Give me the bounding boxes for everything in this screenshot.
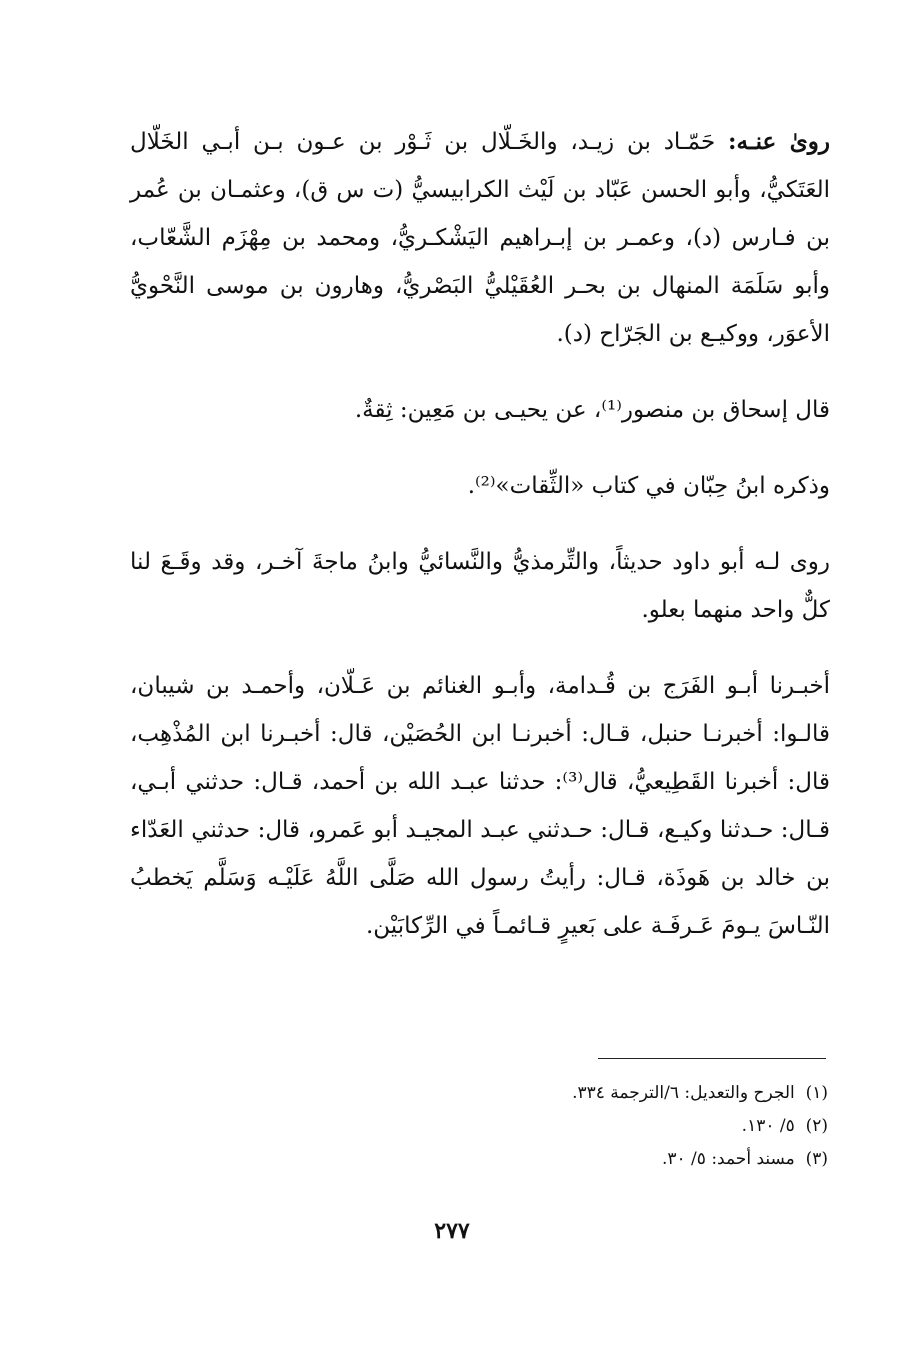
footnote-text: الجرح والتعديل: ٦/الترجمة ٣٣٤. xyxy=(572,1083,795,1103)
paragraph-lead: روىٰ عنـه: xyxy=(728,128,831,155)
paragraph-ibn-hibban xyxy=(130,462,830,510)
footnote-divider xyxy=(598,1058,826,1059)
paragraph-text: وذكره ابنُ حِبّان في كتاب «الثِّقات»⁽²⁾. xyxy=(467,473,830,499)
paragraph-narrated-by xyxy=(130,538,830,634)
footnote-item xyxy=(130,1077,828,1110)
footnote-number: (٣) xyxy=(805,1149,828,1169)
footnote-item xyxy=(130,1143,828,1176)
paragraph-text: أخبـرنا أبـو الفَرَج بن قُـدامة، وأبـو الغنائم بن عَـلّان، وأحمـد بن شيبان، قالـوا: أخبرنـا حنبل، قـال: أخبرنـا ابن الحُصَيْن، قال: أخبـرنا ابن المُذْهِب، قال: أخبرنا القَطِيعيُّ، قال⁽³⁾: حدثنا عبـد الله بن أحمد، قـال: حدثني أبـي، قـال: حـدثنا وكيـع، قـال: حـدثني عبـد المجيـد أبو عَمرو، قال: حدثني العَدّاء بن خالد بن هَوذَة، قـال: رأيتُ رسول الله صَلَّى اللَّهُ عَلَيْـه وَسَلَّم يَخطبُ النّـاسَ يـومَ عَـرفَـة على بَعيرٍ قـائمـاً في الرِّكابَيْن. xyxy=(130,673,830,939)
paragraph-ibn-maein xyxy=(130,386,830,434)
footnote-number: (١) xyxy=(805,1083,828,1103)
footnote-text: مسند أحمد: ٥/ ٣٠. xyxy=(661,1149,795,1169)
paragraph-text: قال إسحاق بن منصور⁽¹⁾، عن يحيـى بن مَعِين: ثِقةٌ. xyxy=(354,397,830,423)
main-text xyxy=(130,118,830,950)
footnote-text: ٥/ ١٣٠. xyxy=(741,1116,795,1136)
footnote-number: (٢) xyxy=(805,1116,828,1136)
page-number: ٢٧٧ xyxy=(434,1218,470,1244)
paragraph-narrators xyxy=(130,118,830,358)
footnote-item xyxy=(130,1110,828,1143)
paragraph-hadith-chain xyxy=(130,662,830,950)
paragraph-text: حَمّـاد بن زيـد، والخَـلّال بن ثَـوْر بن عـون بـن أبـي الخَلّال العَتَكيُّ، وأبو الحسن عَبّاد بن لَيْث الكرابيسيُّ (ت س ق)، وعثمـان بن عُمر بن فـارس (د)، وعمـر بن إبـراهيم اليَشْكـريُّ، ومحمد بن مِهْزَم الشَّعّاب، وأبو سَلَمَة المنهال بن بحـر العُقَيْليُّ البَصْريُّ، وهارون بن موسى النَّحْويُّ الأعوَر، ووكيـع بن الجَرّاح (د). xyxy=(130,129,830,347)
paragraph-text: روى لـه أبو داود حديثاً، والتِّرمذيُّ والنَّسائيُّ وابنُ ماجةَ آخـر، وقد وقَـعَ لنا كلٌّ واحد منهما بعلو. xyxy=(130,549,830,623)
footnotes xyxy=(130,1077,828,1176)
